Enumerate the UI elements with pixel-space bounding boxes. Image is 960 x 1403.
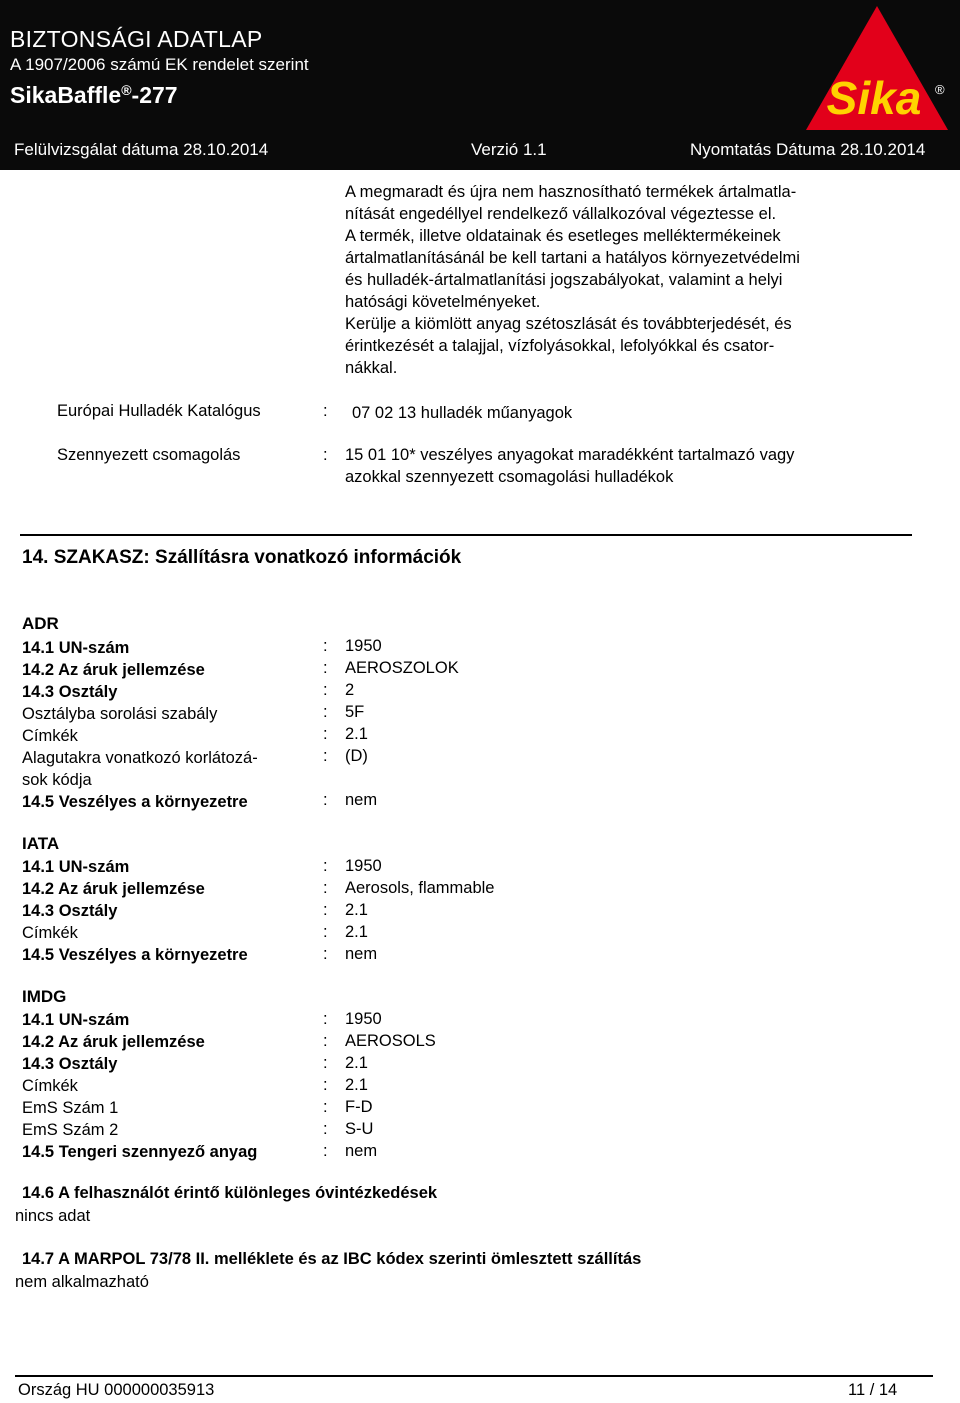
imdg-ems2-label: EmS Szám 2 [22,1121,119,1139]
imdg-colon: : [323,1098,328,1116]
adr-desc-value: AEROSZOLOK [345,659,459,677]
document-header [0,0,960,170]
imdg-ems1-value: F-D [345,1098,373,1116]
footer-country: Ország HU 000000035913 [18,1381,215,1399]
iata-colon: : [323,901,328,919]
adr-env-value: nem [345,791,378,809]
imdg-colon: : [323,1142,328,1160]
version: Verzió 1.1 [471,140,547,159]
adr-tunnel-value: (D) [345,747,368,765]
adr-rule-label: Osztályba sorolási szabály [22,705,218,723]
iata-colon: : [323,945,328,963]
iata-colon: : [323,923,328,941]
imdg-class-label: 14.3 Osztály [22,1055,118,1073]
imdg-heading: IMDG [22,987,67,1006]
imdg-colon: : [323,1054,328,1072]
ewc-label: Európai Hulladék Katalógus [57,402,261,420]
adr-class-label: 14.3 Osztály [22,683,118,701]
adr-heading: ADR [22,614,59,633]
iata-colon: : [323,857,328,875]
imdg-ems2-value: S-U [345,1120,374,1138]
adr-colon: : [323,659,328,677]
imdg-desc-value: AEROSOLS [345,1032,436,1050]
imdg-ems1-label: EmS Szám 1 [22,1099,119,1117]
footer-divider [15,1375,933,1377]
imdg-labels-label: Címkék [22,1077,78,1095]
iata-colon: : [323,879,328,897]
packaging-label: Szennyezett csomagolás [57,446,241,464]
imdg-colon: : [323,1076,328,1094]
imdg-labels-value: 2.1 [345,1076,368,1094]
adr-colon: : [323,637,328,655]
imdg-un-value: 1950 [345,1010,382,1028]
adr-labels-label: Címkék [22,727,78,745]
imdg-colon: : [323,1032,328,1050]
s146-heading: 14.6 A felhasználót érintő különleges óvintézkedések [22,1184,438,1202]
packaging-value: 15 01 10* veszélyes anyagokat maradékként tartalmazó vagy azokkal szennyezett csomagolási hulladékok [345,446,795,486]
ewc-value: 07 02 13 hulladék műanyagok [352,404,573,422]
adr-rule-value: 5F [345,703,365,721]
iata-labels-label: Címkék [22,924,78,942]
product-name: SikaBaffle®-277 [10,82,178,108]
iata-desc-value: Aerosols, flammable [345,879,495,897]
s146-value: nincs adat [15,1207,91,1225]
iata-labels-value: 2.1 [345,923,368,941]
adr-desc-label: 14.2 Az áruk jellemzése [22,661,205,679]
imdg-colon: : [323,1120,328,1138]
section-14-title: 14. SZAKASZ: Szállításra vonatkozó információk [22,547,462,568]
imdg-colon: : [323,1010,328,1028]
iata-un-label: 14.1 UN-szám [22,858,130,876]
iata-class-label: 14.3 Osztály [22,902,118,920]
adr-colon: : [323,747,328,765]
doc-title: BIZTONSÁGI ADATLAP [10,26,263,52]
imdg-marine-label: 14.5 Tengeri szennyező anyag [22,1143,258,1161]
svg-text:Sika: Sika [826,72,922,124]
adr-colon: : [323,681,328,699]
s147-heading: 14.7 A MARPOL 73/78 II. melléklete és az IBC kódex szerinti ömlesztett szállítás [22,1250,642,1268]
footer-page-number: 11 / 14 [848,1381,898,1399]
iata-desc-label: 14.2 Az áruk jellemzése [22,880,205,898]
imdg-marine-value: nem [345,1142,378,1160]
adr-colon: : [323,703,328,721]
iata-env-label: 14.5 Veszélyes a környezetre [22,946,248,964]
doc-regulation: A 1907/2006 számú EK rendelet szerint [10,55,309,74]
svg-text:®: ® [935,82,945,97]
disposal-text: A megmaradt és újra nem hasznosítható termékek ártalmatla- nítását engedéllyel rendelkező vállalkozóval végeztesse el. A termék, illetve oldatainak és esetleges melléktermékeinek ártalmatlanításánál be kell tartani a hatályos környezetvédelmi és hulladék-ártalmatlanítási jogszabályokat, valamint a helyi hatósági követelményeket. Kerülje a kiömlött anyag szétoszlását és továbbterjedését, és érintkezését a talajjal, vízfolyásokkal, lefolyókkal és csator- nákkal. [345,183,800,377]
adr-labels-value: 2.1 [345,725,368,743]
adr-un-value: 1950 [345,637,382,655]
packaging-colon: : [323,446,328,464]
adr-class-value: 2 [345,681,355,699]
section-divider [20,534,912,536]
imdg-un-label: 14.1 UN-szám [22,1011,130,1029]
ewc-colon: : [323,402,328,420]
imdg-class-value: 2.1 [345,1054,368,1072]
iata-class-value: 2.1 [345,901,368,919]
adr-env-label: 14.5 Veszélyes a környezetre [22,793,248,811]
adr-colon: : [323,791,328,809]
adr-un-label: 14.1 UN-szám [22,639,130,657]
iata-heading: IATA [22,834,60,853]
s147-value: nem alkalmazható [15,1273,149,1291]
revision-date: Felülvizsgálat dátuma 28.10.2014 [14,140,269,159]
print-date: Nyomtatás Dátuma 28.10.2014 [690,140,926,159]
iata-env-value: nem [345,945,378,963]
iata-un-value: 1950 [345,857,382,875]
imdg-desc-label: 14.2 Az áruk jellemzése [22,1033,205,1051]
adr-tunnel-label: Alagutakra vonatkozó korlátozá- sok kódja [22,749,258,789]
adr-colon: : [323,725,328,743]
sika-logo [802,2,952,132]
